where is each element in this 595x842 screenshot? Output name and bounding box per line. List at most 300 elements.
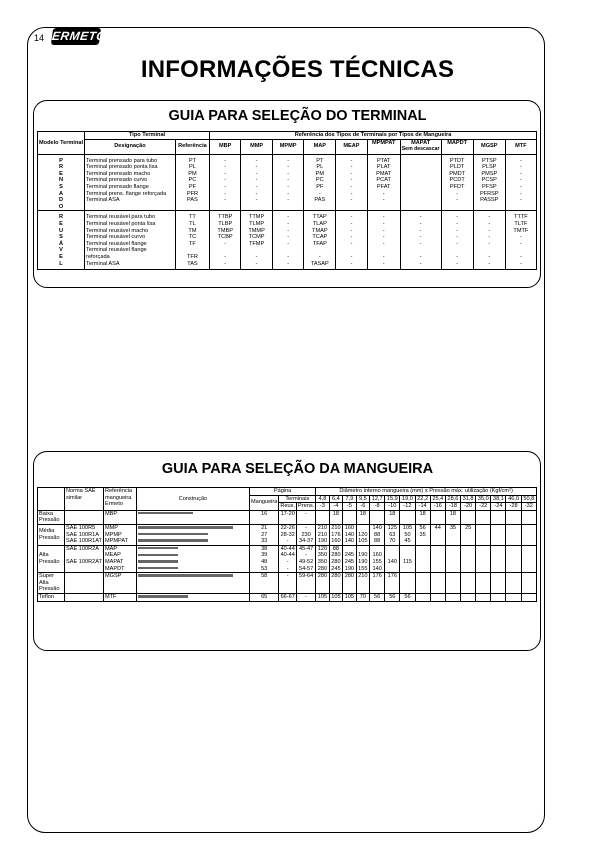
cell-value: - <box>224 260 227 267</box>
pressure-value: 63 <box>385 532 400 539</box>
pressure-value <box>521 559 536 566</box>
cell-value: TMTF <box>513 227 529 234</box>
pressure-value <box>521 524 536 531</box>
cell-value: - <box>519 190 522 197</box>
pressure-value: 56 <box>415 524 430 531</box>
cell-value: - <box>350 220 353 227</box>
cell-value: TM <box>188 227 197 234</box>
cell-value: - <box>287 157 290 164</box>
pressure-value: 280 <box>316 573 329 594</box>
cell-value: - <box>350 240 353 247</box>
ermeto-logo: ERMETO <box>51 29 108 43</box>
ref-mangueira: MAPAT <box>103 559 136 566</box>
pressure-value <box>385 545 400 552</box>
pressure-value <box>521 552 536 559</box>
cell-value: - <box>519 164 522 171</box>
cell-value: TMAP <box>312 227 328 234</box>
hose-header-blank <box>38 488 65 511</box>
pressure-value: 176 <box>329 532 342 539</box>
pagina-mangueira: 33 <box>249 538 278 545</box>
header-terminais: Terminais <box>279 495 316 503</box>
cell-value: U <box>58 227 64 234</box>
pressure-value: 280 <box>343 573 356 594</box>
pressure-value <box>445 552 460 559</box>
pressure-value <box>491 538 506 545</box>
cell-value: - <box>519 234 522 241</box>
terminal-guide-title: GUIA PARA SELEÇÃO DO TERMINAL <box>168 108 427 124</box>
dash-7: -14 <box>415 503 430 511</box>
cell-value: - <box>382 190 385 197</box>
diam-9: 28,6 <box>445 495 460 503</box>
cell-value: - <box>224 197 227 204</box>
reusavel-mpmp <box>272 211 304 270</box>
vl: E <box>59 170 63 177</box>
cell-value: - <box>287 170 290 177</box>
pressure-value <box>430 573 445 594</box>
cell-value: - <box>350 234 353 241</box>
cell-value: PFSP <box>481 183 497 190</box>
cell-value: Terminal reusável macho <box>86 227 149 234</box>
construction-bar <box>138 554 178 556</box>
pressure-value <box>430 566 445 573</box>
prensado-designations <box>85 154 176 211</box>
dash-6: -12 <box>400 503 415 511</box>
diam-7: 22,2 <box>415 495 430 503</box>
pressure-value: 25 <box>461 524 476 531</box>
header-diametro: Diâmetro interno mangueira (mm) x Pressão máx. utilização (Kgf/cm²) <box>316 488 537 496</box>
cell-value <box>337 247 365 254</box>
cell-value: - <box>350 164 353 171</box>
construcao-bar <box>136 538 249 545</box>
pressure-value: 210 <box>356 573 369 594</box>
pagina-mangueira: 16 <box>249 510 278 524</box>
cell-value: - <box>456 234 459 241</box>
diam-0: 4,8 <box>316 495 329 503</box>
cell-value: - <box>456 214 459 221</box>
pressure-value: 120 <box>356 532 369 539</box>
pressure-value: 210 <box>329 524 342 531</box>
pressure-value: 245 <box>343 552 356 559</box>
cell-value: - <box>350 227 353 234</box>
cell-value: - <box>350 190 353 197</box>
pressure-value <box>430 538 445 545</box>
prensado-blank <box>400 154 441 211</box>
cell-value <box>211 247 239 254</box>
pressure-value <box>343 510 356 524</box>
pressure-value: 140 <box>343 538 356 545</box>
pressure-value <box>461 538 476 545</box>
pagina-mangueira: 39 <box>249 552 278 559</box>
header-mapat <box>400 139 441 154</box>
pressure-value: 56 <box>370 593 385 601</box>
cell-value: Terminal ASA <box>86 260 120 267</box>
pressure-value <box>506 510 521 524</box>
cell-value: - <box>419 260 422 267</box>
cell-value: - <box>456 190 459 197</box>
norma-sae <box>65 573 104 594</box>
cell-value <box>507 247 535 254</box>
pressure-value: 210 <box>316 524 329 531</box>
cell-value: - <box>255 253 258 260</box>
pressure-value <box>370 545 385 552</box>
pressure-value <box>506 593 521 601</box>
cell-value: PC <box>188 177 197 184</box>
hose-row-mpmpat <box>38 538 537 545</box>
norma-sae: SAE 100R1A <box>65 532 104 539</box>
cell-value: - <box>382 197 385 204</box>
pressure-value: 18 <box>415 510 430 524</box>
header-reus: Reus. <box>280 503 296 510</box>
cell-value: PL <box>189 164 196 171</box>
cell-value: PT <box>188 157 197 164</box>
pressure-value <box>430 510 445 524</box>
pressure-value <box>521 532 536 539</box>
pressure-value: 280 <box>329 552 342 559</box>
construcao-bar <box>136 532 249 539</box>
cell-value: - <box>224 164 227 171</box>
group-label: Super Alta Pressão <box>38 573 65 594</box>
cell-value <box>402 247 440 254</box>
cell-value: E <box>59 253 63 260</box>
pressure-value <box>445 573 460 594</box>
dash-3: -6 <box>356 503 369 511</box>
prensado-mpmp <box>272 154 304 211</box>
pressure-value: 280 <box>329 573 342 594</box>
pressure-value: 245 <box>329 566 342 573</box>
pressure-value: 56 <box>400 593 415 601</box>
cell-value: S <box>59 234 63 241</box>
hose-row-mbp <box>38 510 537 524</box>
norma-sae <box>65 510 104 524</box>
cell-value: - <box>287 253 290 260</box>
cell-value: PFAT <box>376 183 391 190</box>
cell-value: - <box>419 240 422 247</box>
cell-value: - <box>519 260 522 267</box>
pressure-value <box>415 593 430 601</box>
pressure-value: 70 <box>385 538 400 545</box>
pressure-value <box>430 532 445 539</box>
pressure-value <box>415 566 430 573</box>
cell-value: - <box>224 170 227 177</box>
cell-value: - <box>255 183 258 190</box>
cell-value: - <box>255 157 258 164</box>
ref-mangueira: MTF <box>103 593 136 601</box>
vl: P <box>59 157 63 164</box>
pressure-value <box>506 552 521 559</box>
pressure-value <box>521 573 536 594</box>
reusavel-label <box>38 211 85 270</box>
pressure-value <box>491 524 506 531</box>
pressure-value <box>415 559 430 566</box>
cell-value: - <box>382 260 385 267</box>
pressure-value <box>491 573 506 594</box>
pagina-reus: 66-67 <box>280 593 295 600</box>
header-meap: MEAP <box>336 139 367 154</box>
construcao-bar <box>136 524 249 531</box>
cell-value: - <box>382 240 385 247</box>
prensado-map <box>304 154 336 211</box>
cell-value: - <box>519 170 522 177</box>
pressure-value: 350 <box>316 552 329 559</box>
construction-bar <box>138 595 188 597</box>
cell-value: - <box>488 253 491 260</box>
cell-value: TTTF <box>514 214 528 221</box>
cell-value: - <box>350 260 353 267</box>
ref-mangueira: MPMPAT <box>103 538 136 545</box>
pressure-value <box>461 532 476 539</box>
pressure-value <box>476 532 491 539</box>
pressure-value: 105 <box>343 593 356 601</box>
cell-value: TT <box>189 214 196 221</box>
diam-6: 19,0 <box>400 495 415 503</box>
diam-10: 31,8 <box>461 495 476 503</box>
pressure-value <box>506 532 521 539</box>
hose-table <box>37 487 537 602</box>
cell-value: reforçada <box>86 253 110 260</box>
pressure-value: 35 <box>415 532 430 539</box>
pressure-value <box>316 510 329 524</box>
pressure-value <box>445 545 460 552</box>
header-construcao: Construção <box>136 488 249 511</box>
norma-sae: SAE 100R1AT <box>66 538 102 545</box>
pagina-prens: 59-64 <box>297 573 316 594</box>
ref-mangueira: MAP <box>103 545 136 552</box>
cell-value: PLAT <box>376 164 391 171</box>
cell-value: - <box>287 164 290 171</box>
pressure-value <box>461 573 476 594</box>
hose-row-mpmp <box>38 532 537 539</box>
cell-value: PC <box>315 177 324 184</box>
reusavel-mpmpat <box>367 211 400 270</box>
pressure-value: 44 <box>430 524 445 531</box>
cell-value: PLDT <box>449 164 465 171</box>
construcao-bar <box>136 566 249 573</box>
header-ref-mangueira: Referência mangueira Ermeto <box>103 488 136 511</box>
cell-value: - <box>350 214 353 221</box>
cell-value: - <box>287 177 290 184</box>
group-label: Baixa Pressão <box>38 510 65 524</box>
pressure-value <box>461 545 476 552</box>
cell-value: - <box>519 177 522 184</box>
cell-value: TTBP <box>218 214 233 221</box>
cell-value: - <box>519 197 522 204</box>
hose-row-meap <box>38 552 537 559</box>
cell-value: - <box>350 183 353 190</box>
cell-value <box>305 247 334 254</box>
pressure-value: 35 <box>445 524 460 531</box>
dash-13: -28 <box>506 503 521 511</box>
pressure-value: 45 <box>400 538 415 545</box>
norma-sae <box>65 593 104 601</box>
pressure-value <box>430 559 445 566</box>
cell-value: - <box>456 253 459 260</box>
cell-value: TF <box>189 240 196 247</box>
pressure-value: 50 <box>400 532 415 539</box>
cell-value <box>443 247 472 254</box>
pressure-value: 155 <box>370 559 385 566</box>
cell-value: PCSP <box>481 177 497 184</box>
reusavel-mmp <box>241 211 273 270</box>
pagina-reus: 40-44 <box>280 552 295 559</box>
cell-value: PM <box>188 170 197 177</box>
header-designacao: Designação <box>85 139 176 154</box>
pressure-value: 125 <box>385 524 400 531</box>
diam-8: 25,4 <box>430 495 445 503</box>
cell-value: PMAT <box>376 170 392 177</box>
cell-value: - <box>224 157 227 164</box>
pagina-prens: - <box>297 593 316 601</box>
cell-value: - <box>419 214 422 221</box>
pagina-reus: 40-44 <box>280 545 295 552</box>
cell-value: Terminal prens. flange reforçada <box>86 190 167 197</box>
pressure-value <box>445 532 460 539</box>
header-mgsp: MGSP <box>473 139 505 154</box>
prensado-mgsp <box>473 154 505 211</box>
cell-value: TCMP <box>248 234 265 241</box>
pressure-value <box>356 524 369 531</box>
hose-row-mgsp <box>38 573 537 594</box>
header-modelo: Modelo Terminal <box>38 132 85 155</box>
cell-value: PT <box>316 157 324 164</box>
dash-8: -16 <box>430 503 445 511</box>
dash-9: -18 <box>445 503 460 511</box>
hose-row-map <box>38 545 537 552</box>
vl: O <box>58 203 64 210</box>
cell-value: E <box>59 220 63 227</box>
cell-value: - <box>287 197 290 204</box>
cell-value: PTSP <box>481 157 497 164</box>
group-label: Teflon <box>38 593 65 601</box>
prensado-label <box>38 154 85 211</box>
ref-mangueira: MAPDT <box>103 566 136 573</box>
ref-mangueira: MEAP <box>103 552 136 559</box>
construcao-bar <box>136 573 249 594</box>
dash-2: -5 <box>343 503 356 511</box>
construction-bar <box>138 539 208 541</box>
cell-value: - <box>519 183 522 190</box>
pressure-value <box>521 593 536 601</box>
pressure-value: 140 <box>343 532 356 539</box>
cell-value: - <box>456 227 459 234</box>
norma-sae: SAE 100R2A <box>65 545 104 552</box>
pressure-value <box>506 545 521 552</box>
dash-5: -10 <box>385 503 400 511</box>
cell-value: - <box>255 190 258 197</box>
pagina-mangueira: 27 <box>249 532 278 539</box>
cell-value: - <box>488 234 491 241</box>
pressure-value <box>476 510 491 524</box>
cell-value: - <box>224 240 227 247</box>
pressure-value: 280 <box>329 559 342 566</box>
construction-bar <box>138 533 208 535</box>
hose-row-mapdt <box>38 566 537 573</box>
pressure-value <box>491 510 506 524</box>
pressure-value <box>476 538 491 545</box>
pressure-value: 190 <box>343 566 356 573</box>
hose-row-mtf <box>38 593 537 601</box>
hose-row-mapat <box>38 559 537 566</box>
pagina-reus: 28-32 <box>280 531 295 538</box>
vl: A <box>58 190 64 197</box>
cell-value: PTDT <box>449 157 465 164</box>
pressure-value: 190 <box>356 552 369 559</box>
pressure-value <box>445 559 460 566</box>
cell-value: Terminal prensado flange <box>86 183 149 190</box>
pressure-value: 160 <box>343 524 356 531</box>
pressure-value <box>370 510 385 524</box>
pressure-value <box>445 566 460 573</box>
header-referencia: Referência <box>175 139 209 154</box>
diam-3: 9,5 <box>356 495 369 503</box>
pressure-value: 105 <box>329 593 342 601</box>
pagina-prens: 45-47 <box>297 545 316 552</box>
construction-bar <box>138 547 178 549</box>
cell-value: TLAP <box>312 220 327 227</box>
cell-value: - <box>419 253 422 260</box>
reusavel-designations <box>85 211 176 270</box>
mapat-label: MAPAT <box>411 139 431 146</box>
cell-value: - <box>382 234 385 241</box>
cell-value: Terminal reusável curvo <box>86 234 146 241</box>
cell-value: - <box>350 253 353 260</box>
pagina-mangueira: 21 <box>249 524 278 531</box>
pressure-value <box>445 593 460 601</box>
pressure-value <box>356 545 369 552</box>
cell-value: TFAP <box>312 240 327 247</box>
cell-value: - <box>488 240 491 247</box>
cell-value: PMSP <box>481 170 498 177</box>
cell-value: - <box>287 214 290 221</box>
pressure-value: 160 <box>329 538 342 545</box>
construcao-bar <box>136 552 249 559</box>
cell-value: L <box>59 260 63 267</box>
construcao-bar <box>136 545 249 552</box>
prensado-mapdt <box>441 154 473 211</box>
cell-value: - <box>224 190 227 197</box>
header-mpmp: MPMP <box>272 139 304 154</box>
cell-value: - <box>350 177 353 184</box>
cell-value: Terminal reusável para tubo <box>86 214 156 221</box>
cell-value: PMDT <box>449 170 466 177</box>
vl: D <box>58 197 64 204</box>
cell-value: TAS <box>187 260 198 267</box>
pressure-value <box>476 559 491 566</box>
pressure-value <box>521 510 536 524</box>
cell-value: Terminal prensado para tubo <box>86 157 158 164</box>
pagina-prens: - <box>297 524 316 531</box>
cell-value: - <box>488 220 491 227</box>
cell-value: V <box>59 247 63 254</box>
cell-value: - <box>456 197 459 204</box>
pressure-value: 140 <box>370 524 385 531</box>
header-mapdt: MAPDT <box>441 139 473 154</box>
cell-value: PF <box>188 183 197 190</box>
cell-value: PLSP <box>482 164 497 171</box>
cell-value: - <box>318 190 321 197</box>
cell-value: - <box>488 227 491 234</box>
pressure-value <box>476 545 491 552</box>
cell-value: - <box>519 240 522 247</box>
cell-value: Terminal prensado curvo <box>86 177 148 184</box>
dash-12: -24 <box>491 503 506 511</box>
reusavel-map <box>304 211 336 270</box>
cell-value: Terminal prensado macho <box>86 170 151 177</box>
pagina-prens: 49-52 <box>297 559 316 566</box>
pressure-value <box>521 545 536 552</box>
cell-value: - <box>519 157 522 164</box>
cell-value: - <box>488 214 491 221</box>
pressure-value: 120 <box>316 545 329 552</box>
